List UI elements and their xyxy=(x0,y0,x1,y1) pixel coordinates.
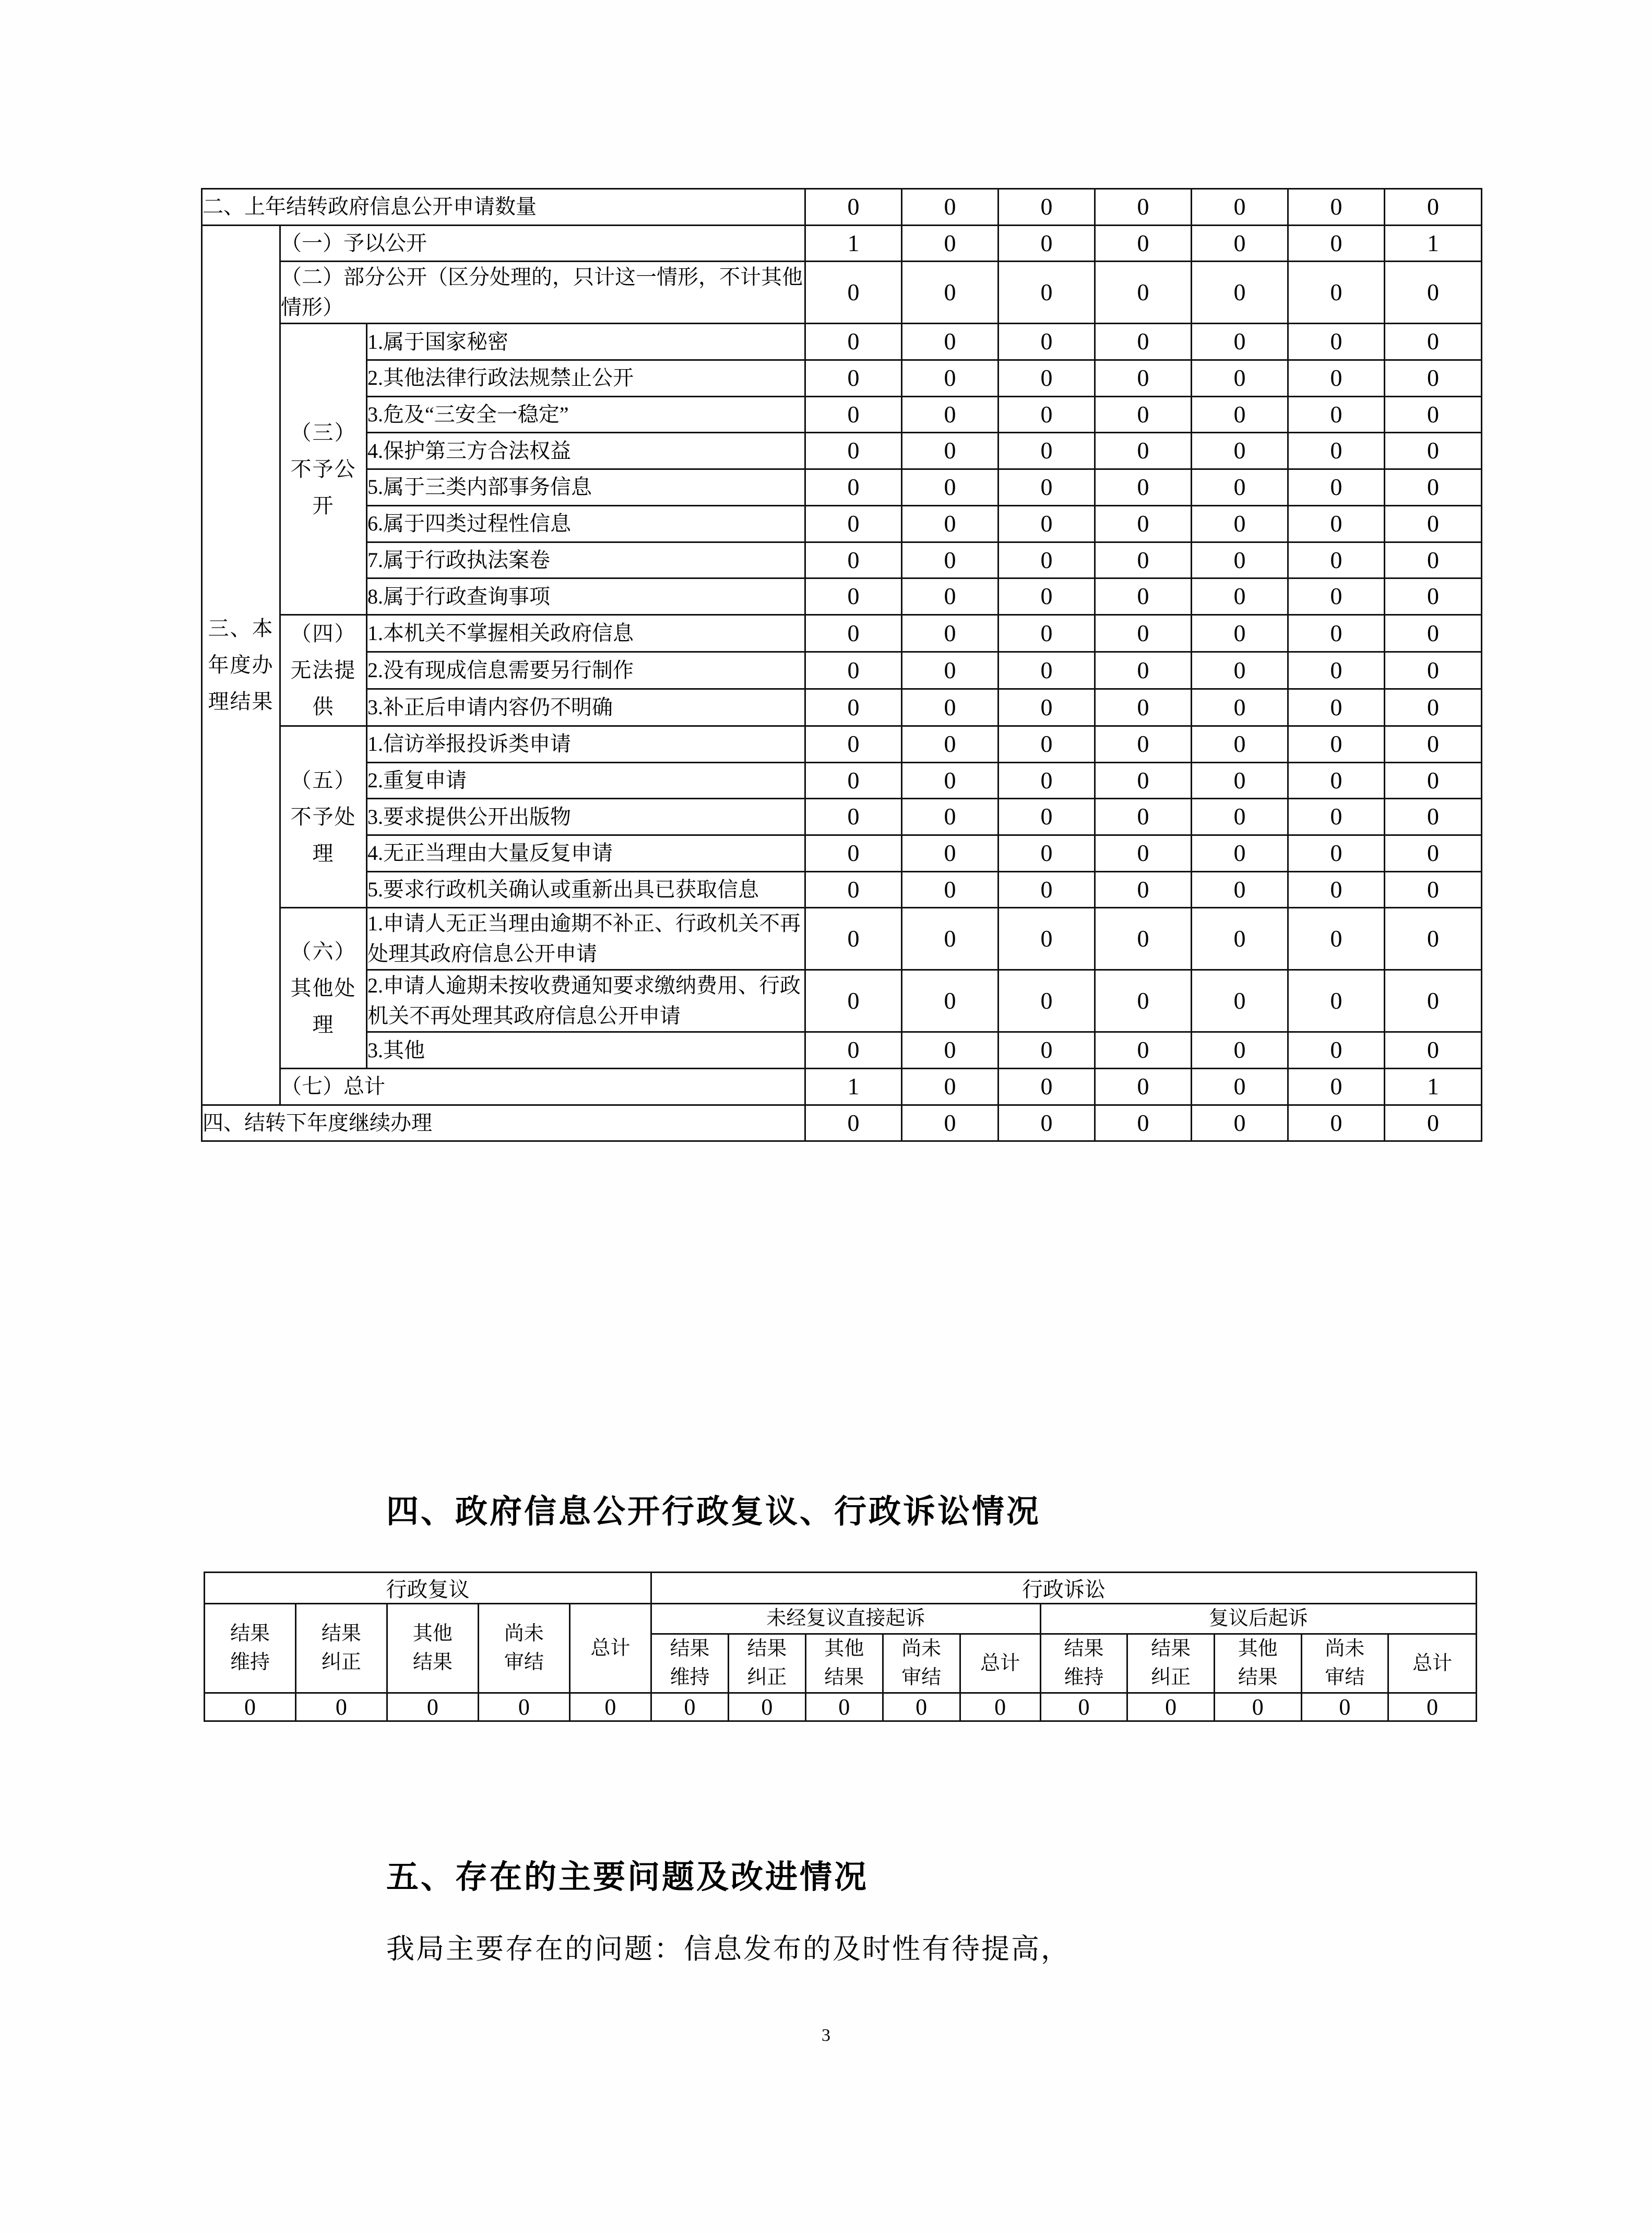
cell-row-disclose-c4: 0 xyxy=(1095,225,1192,262)
cell-row-other-2-c1: 0 xyxy=(805,970,902,1032)
cell-row-notprocess-5-c4: 0 xyxy=(1095,871,1192,908)
category-label-row-nondisclose-1: （三）不予公开 xyxy=(280,324,367,615)
col-head-direct-pending xyxy=(883,1634,960,1693)
cell-row-carryover-prev-c1: 0 xyxy=(805,189,902,226)
col-head-line2: 纠正 xyxy=(1151,1667,1191,1689)
cell-row-notprocess-3-c3: 0 xyxy=(999,799,1095,835)
cell-row-nondisclose-2-c4: 0 xyxy=(1095,360,1192,397)
col-head-line2: 结果 xyxy=(824,1667,864,1689)
col-head-line1: 结果 xyxy=(321,1623,361,1645)
cell-row-nondisclose-6-c1: 0 xyxy=(805,505,902,542)
cell-row-other-2-c4: 0 xyxy=(1095,970,1192,1032)
cell-row-notprocess-4-c7: 0 xyxy=(1385,835,1482,871)
col-head-after-total xyxy=(1388,1634,1477,1693)
table-row xyxy=(202,433,1482,469)
table-row xyxy=(202,762,1482,799)
col-head-line1: 尚未 xyxy=(1325,1638,1365,1660)
cell-row-notprocess-1-c5: 0 xyxy=(1192,726,1288,762)
table-row xyxy=(205,1693,1477,1721)
cell-row-carryover-next-c5: 0 xyxy=(1192,1105,1288,1141)
col-head-review-upheld xyxy=(205,1604,296,1693)
cell-row-carryover-prev-c6: 0 xyxy=(1288,189,1385,226)
cell-row-other-2-c5: 0 xyxy=(1192,970,1288,1032)
cell-row-nondisclose-4-c2: 0 xyxy=(902,433,999,469)
cell-row-nondisclose-1-c5: 0 xyxy=(1192,324,1288,360)
cell-row-nondisclose-7-c1: 0 xyxy=(805,542,902,578)
cell-row-notprocess-1-c1: 0 xyxy=(805,726,902,762)
table-row xyxy=(202,578,1482,615)
cell-row-notprocess-1-c2: 0 xyxy=(902,726,999,762)
cell-row-nondisclose-1-c6: 0 xyxy=(1288,324,1385,360)
cell-row-other-1-c3: 0 xyxy=(999,908,1095,970)
cell-row-notprocess-2-c4: 0 xyxy=(1095,762,1192,799)
cell-row-nondisclose-5-c5: 0 xyxy=(1192,469,1288,506)
cell-row-carryover-prev-c3: 0 xyxy=(999,189,1095,226)
col-head-line1: 其他 xyxy=(1238,1638,1278,1660)
cell-direct-corrected: 0 xyxy=(728,1693,805,1721)
col-head-line2: 纠正 xyxy=(747,1667,787,1689)
col-head-line2: 结果 xyxy=(1238,1667,1278,1689)
row-label-row-other-1: 1.申请人无正当理由逾期不补正、行政机关不再处理其政府信息公开申请 xyxy=(367,908,805,970)
cell-row-carryover-next-c1: 0 xyxy=(805,1105,902,1141)
table-row xyxy=(202,542,1482,578)
cell-row-unable-2-c2: 0 xyxy=(902,652,999,689)
cell-row-partial-c7: 0 xyxy=(1385,262,1482,324)
cell-row-nondisclose-2-c6: 0 xyxy=(1288,360,1385,397)
cell-after-other: 0 xyxy=(1214,1693,1301,1721)
row-label-row-notprocess-5: 5.要求行政机关确认或重新出具已获取信息 xyxy=(367,871,805,908)
cell-row-nondisclose-4-c5: 0 xyxy=(1192,433,1288,469)
cell-review-upheld: 0 xyxy=(205,1693,296,1721)
table-row xyxy=(202,871,1482,908)
col-head-line1: 其他 xyxy=(412,1623,453,1645)
table-row xyxy=(202,396,1482,433)
cell-row-unable-2-c7: 0 xyxy=(1385,652,1482,689)
cell-row-notprocess-3-c5: 0 xyxy=(1192,799,1288,835)
row-label-row-nondisclose-4: 4.保护第三方合法权益 xyxy=(367,433,805,469)
cell-row-unable-3-c3: 0 xyxy=(999,689,1095,726)
cell-row-nondisclose-1-c1: 0 xyxy=(805,324,902,360)
cell-row-nondisclose-3-c2: 0 xyxy=(902,396,999,433)
cell-row-other-3-c5: 0 xyxy=(1192,1032,1288,1069)
col-head-after-pending xyxy=(1301,1634,1388,1693)
cell-row-partial-c6: 0 xyxy=(1288,262,1385,324)
cell-row-nondisclose-3-c7: 0 xyxy=(1385,396,1482,433)
group-label-current-year-results: 三、本年度办理结果 xyxy=(202,225,280,1105)
table2-subgroup-row xyxy=(205,1604,1477,1634)
row-label-row-unable-1: 1.本机关不掌握相关政府信息 xyxy=(367,615,805,652)
cell-row-nondisclose-4-c1: 0 xyxy=(805,433,902,469)
cell-row-total-c3: 0 xyxy=(999,1069,1095,1105)
cell-row-notprocess-3-c1: 0 xyxy=(805,799,902,835)
review-litigation-table-container xyxy=(204,1572,1477,1722)
cell-row-nondisclose-4-c4: 0 xyxy=(1095,433,1192,469)
col-head-line1: 尚未 xyxy=(901,1638,942,1660)
col-head-line2: 结果 xyxy=(412,1651,453,1674)
table-row xyxy=(202,360,1482,397)
table-row xyxy=(202,970,1482,1032)
row-label-row-carryover-prev: 二、上年结转政府信息公开申请数量 xyxy=(202,189,805,226)
section-heading-5: 五、存在的主要问题及改进情况 xyxy=(386,1859,869,1895)
table-row xyxy=(202,225,1482,262)
cell-row-total-c2: 0 xyxy=(902,1069,999,1105)
cell-row-notprocess-3-c2: 0 xyxy=(902,799,999,835)
cell-row-carryover-prev-c7: 0 xyxy=(1385,189,1482,226)
cell-row-nondisclose-6-c4: 0 xyxy=(1095,505,1192,542)
cell-row-partial-c4: 0 xyxy=(1095,262,1192,324)
cell-row-nondisclose-1-c2: 0 xyxy=(902,324,999,360)
cell-row-notprocess-5-c5: 0 xyxy=(1192,871,1288,908)
cell-row-other-1-c7: 0 xyxy=(1385,908,1482,970)
cell-row-nondisclose-6-c5: 0 xyxy=(1192,505,1288,542)
row-label-row-nondisclose-2: 2.其他法律行政法规禁止公开 xyxy=(367,360,805,397)
cell-row-notprocess-2-c3: 0 xyxy=(999,762,1095,799)
cell-row-nondisclose-7-c7: 0 xyxy=(1385,542,1482,578)
cell-row-other-2-c7: 0 xyxy=(1385,970,1482,1032)
cell-row-nondisclose-8-c2: 0 xyxy=(902,578,999,615)
table-row xyxy=(202,262,1482,324)
row-label-row-total: （七）总计 xyxy=(280,1069,805,1105)
cell-row-nondisclose-8-c6: 0 xyxy=(1288,578,1385,615)
col-head-direct-other xyxy=(805,1634,883,1693)
cell-row-notprocess-1-c4: 0 xyxy=(1095,726,1192,762)
cell-row-nondisclose-7-c5: 0 xyxy=(1192,542,1288,578)
cell-row-nondisclose-1-c4: 0 xyxy=(1095,324,1192,360)
cell-row-notprocess-2-c5: 0 xyxy=(1192,762,1288,799)
cell-row-nondisclose-6-c3: 0 xyxy=(999,505,1095,542)
table-row xyxy=(202,908,1482,970)
table-row xyxy=(202,189,1482,226)
cell-after-corrected: 0 xyxy=(1127,1693,1215,1721)
cell-row-unable-2-c6: 0 xyxy=(1288,652,1385,689)
cell-row-total-c4: 0 xyxy=(1095,1069,1192,1105)
cell-row-unable-1-c5: 0 xyxy=(1192,615,1288,652)
cell-row-notprocess-4-c1: 0 xyxy=(805,835,902,871)
cell-row-nondisclose-3-c1: 0 xyxy=(805,396,902,433)
cell-row-carryover-prev-c2: 0 xyxy=(902,189,999,226)
cell-row-notprocess-1-c7: 0 xyxy=(1385,726,1482,762)
cell-row-nondisclose-8-c1: 0 xyxy=(805,578,902,615)
cell-row-notprocess-2-c6: 0 xyxy=(1288,762,1385,799)
cell-row-notprocess-3-c4: 0 xyxy=(1095,799,1192,835)
row-label-row-other-2: 2.申请人逾期未按收费通知要求缴纳费用、行政机关不再处理其政府信息公开申请 xyxy=(367,970,805,1032)
cell-row-carryover-prev-c4: 0 xyxy=(1095,189,1192,226)
cell-row-nondisclose-3-c4: 0 xyxy=(1095,396,1192,433)
table2-group-row xyxy=(205,1573,1477,1604)
table-row xyxy=(202,615,1482,652)
col-head-line1: 结果 xyxy=(747,1638,787,1660)
cell-row-nondisclose-5-c2: 0 xyxy=(902,469,999,506)
cell-row-unable-3-c7: 0 xyxy=(1385,689,1482,726)
cell-row-nondisclose-4-c6: 0 xyxy=(1288,433,1385,469)
cell-row-other-1-c5: 0 xyxy=(1192,908,1288,970)
cell-row-nondisclose-2-c1: 0 xyxy=(805,360,902,397)
cell-row-unable-1-c2: 0 xyxy=(902,615,999,652)
cell-row-carryover-next-c2: 0 xyxy=(902,1105,999,1141)
table-row xyxy=(202,799,1482,835)
cell-review-total: 0 xyxy=(569,1693,651,1721)
col-head-line1: 结果 xyxy=(1064,1638,1104,1660)
subgroup-header-after-review: 复议后起诉 xyxy=(1040,1604,1476,1634)
cell-row-other-2-c6: 0 xyxy=(1288,970,1385,1032)
cell-review-corrected: 0 xyxy=(295,1693,387,1721)
cell-row-nondisclose-7-c6: 0 xyxy=(1288,542,1385,578)
cell-row-total-c6: 0 xyxy=(1288,1069,1385,1105)
col-head-after-corrected xyxy=(1127,1634,1215,1693)
cell-direct-other: 0 xyxy=(805,1693,883,1721)
table-row xyxy=(202,726,1482,762)
cell-row-unable-1-c4: 0 xyxy=(1095,615,1192,652)
col-head-line1: 其他 xyxy=(824,1638,864,1660)
col-head-line1: 总计 xyxy=(590,1637,631,1659)
cell-row-nondisclose-5-c1: 0 xyxy=(805,469,902,506)
cell-direct-total: 0 xyxy=(960,1693,1040,1721)
row-label-row-nondisclose-8: 8.属于行政查询事项 xyxy=(367,578,805,615)
row-label-row-notprocess-4: 4.无正当理由大量反复申请 xyxy=(367,835,805,871)
table-row xyxy=(202,1069,1482,1105)
cell-review-pending: 0 xyxy=(478,1693,569,1721)
col-head-line2: 审结 xyxy=(901,1667,942,1689)
cell-row-other-1-c4: 0 xyxy=(1095,908,1192,970)
cell-row-unable-2-c1: 0 xyxy=(805,652,902,689)
cell-after-upheld: 0 xyxy=(1040,1693,1127,1721)
table-row xyxy=(202,505,1482,542)
col-head-after-upheld xyxy=(1040,1634,1127,1693)
cell-row-disclose-c2: 0 xyxy=(902,225,999,262)
cell-row-nondisclose-7-c2: 0 xyxy=(902,542,999,578)
cell-row-partial-c2: 0 xyxy=(902,262,999,324)
table-row xyxy=(202,689,1482,726)
cell-row-disclose-c6: 0 xyxy=(1288,225,1385,262)
cell-row-notprocess-2-c1: 0 xyxy=(805,762,902,799)
col-head-direct-total xyxy=(960,1634,1040,1693)
col-head-after-other xyxy=(1214,1634,1301,1693)
cell-row-partial-c3: 0 xyxy=(999,262,1095,324)
table-row xyxy=(202,835,1482,871)
cell-row-total-c1: 1 xyxy=(805,1069,902,1105)
cell-row-nondisclose-2-c7: 0 xyxy=(1385,360,1482,397)
cell-row-nondisclose-8-c4: 0 xyxy=(1095,578,1192,615)
cell-row-nondisclose-4-c7: 0 xyxy=(1385,433,1482,469)
cell-row-other-3-c1: 0 xyxy=(805,1032,902,1069)
col-head-review-pending xyxy=(478,1604,569,1693)
cell-row-nondisclose-6-c7: 0 xyxy=(1385,505,1482,542)
row-label-row-nondisclose-1: 1.属于国家秘密 xyxy=(367,324,805,360)
cell-row-nondisclose-7-c3: 0 xyxy=(999,542,1095,578)
cell-row-nondisclose-8-c5: 0 xyxy=(1192,578,1288,615)
cell-row-notprocess-5-c6: 0 xyxy=(1288,871,1385,908)
row-label-row-unable-3: 3.补正后申请内容仍不明确 xyxy=(367,689,805,726)
cell-row-nondisclose-6-c6: 0 xyxy=(1288,505,1385,542)
col-head-line1: 尚未 xyxy=(504,1623,544,1645)
application-results-table xyxy=(201,188,1482,1142)
cell-row-nondisclose-3-c3: 0 xyxy=(999,396,1095,433)
col-head-line2: 维持 xyxy=(1064,1667,1104,1689)
cell-row-total-c7: 1 xyxy=(1385,1069,1482,1105)
cell-row-nondisclose-8-c3: 0 xyxy=(999,578,1095,615)
cell-row-nondisclose-5-c7: 0 xyxy=(1385,469,1482,506)
cell-row-nondisclose-2-c5: 0 xyxy=(1192,360,1288,397)
col-head-line2: 维持 xyxy=(670,1667,710,1689)
row-label-row-nondisclose-3: 3.危及“三安全一稳定” xyxy=(367,396,805,433)
cell-row-disclose-c7: 1 xyxy=(1385,225,1482,262)
col-head-review-total xyxy=(569,1604,651,1693)
col-head-line2: 审结 xyxy=(504,1651,544,1674)
cell-row-notprocess-2-c7: 0 xyxy=(1385,762,1482,799)
cell-row-notprocess-1-c3: 0 xyxy=(999,726,1095,762)
cell-row-notprocess-4-c6: 0 xyxy=(1288,835,1385,871)
cell-row-notprocess-2-c2: 0 xyxy=(902,762,999,799)
application-results-table-container xyxy=(201,188,1482,1142)
cell-row-carryover-prev-c5: 0 xyxy=(1192,189,1288,226)
row-label-row-nondisclose-6: 6.属于四类过程性信息 xyxy=(367,505,805,542)
col-head-line2: 审结 xyxy=(1325,1667,1365,1689)
cell-row-partial-c5: 0 xyxy=(1192,262,1288,324)
cell-row-unable-3-c4: 0 xyxy=(1095,689,1192,726)
col-head-review-other xyxy=(387,1604,478,1693)
cell-row-other-3-c3: 0 xyxy=(999,1032,1095,1069)
section5-paragraph: 我局主要存在的问题：信息发布的及时性有待提高， xyxy=(386,1933,1071,1965)
cell-row-unable-1-c7: 0 xyxy=(1385,615,1482,652)
table-row xyxy=(202,469,1482,506)
cell-row-carryover-next-c4: 0 xyxy=(1095,1105,1192,1141)
cell-row-unable-2-c4: 0 xyxy=(1095,652,1192,689)
cell-row-notprocess-5-c7: 0 xyxy=(1385,871,1482,908)
cell-row-notprocess-1-c6: 0 xyxy=(1288,726,1385,762)
cell-row-partial-c1: 0 xyxy=(805,262,902,324)
cell-row-nondisclose-1-c3: 0 xyxy=(999,324,1095,360)
cell-row-nondisclose-1-c7: 0 xyxy=(1385,324,1482,360)
cell-row-nondisclose-5-c4: 0 xyxy=(1095,469,1192,506)
cell-row-other-2-c3: 0 xyxy=(999,970,1095,1032)
cell-row-unable-3-c6: 0 xyxy=(1288,689,1385,726)
col-head-line1: 结果 xyxy=(230,1623,270,1645)
cell-row-notprocess-4-c5: 0 xyxy=(1192,835,1288,871)
cell-row-unable-1-c1: 0 xyxy=(805,615,902,652)
row-label-row-notprocess-1: 1.信访举报投诉类申请 xyxy=(367,726,805,762)
cell-row-other-1-c2: 0 xyxy=(902,908,999,970)
category-label-row-other-1: （六）其他处理 xyxy=(280,908,367,1069)
col-head-line2: 维持 xyxy=(230,1651,270,1674)
cell-row-unable-1-c6: 0 xyxy=(1288,615,1385,652)
row-label-row-other-3: 3.其他 xyxy=(367,1032,805,1069)
cell-row-notprocess-3-c6: 0 xyxy=(1288,799,1385,835)
cell-row-disclose-c1: 1 xyxy=(805,225,902,262)
cell-row-nondisclose-2-c3: 0 xyxy=(999,360,1095,397)
review-litigation-table xyxy=(204,1572,1477,1722)
cell-row-carryover-next-c3: 0 xyxy=(999,1105,1095,1141)
col-head-line1: 结果 xyxy=(1151,1638,1191,1660)
cell-row-nondisclose-8-c7: 0 xyxy=(1385,578,1482,615)
section-heading-4: 四、政府信息公开行政复议、行政诉讼情况 xyxy=(386,1494,1041,1530)
table-row xyxy=(202,1105,1482,1141)
cell-row-carryover-next-c7: 0 xyxy=(1385,1105,1482,1141)
cell-direct-upheld: 0 xyxy=(651,1693,729,1721)
col-head-line2: 纠正 xyxy=(321,1651,361,1674)
cell-row-other-3-c2: 0 xyxy=(902,1032,999,1069)
cell-row-unable-3-c2: 0 xyxy=(902,689,999,726)
table-row xyxy=(202,324,1482,360)
col-head-line1: 总计 xyxy=(1412,1652,1453,1674)
cell-row-nondisclose-3-c5: 0 xyxy=(1192,396,1288,433)
row-label-row-partial: （二）部分公开（区分处理的，只计这一情形，不计其他情形） xyxy=(280,262,805,324)
subgroup-header-direct: 未经复议直接起诉 xyxy=(651,1604,1041,1634)
cell-row-nondisclose-5-c3: 0 xyxy=(999,469,1095,506)
row-label-row-unable-2: 2.没有现成信息需要另行制作 xyxy=(367,652,805,689)
cell-row-notprocess-4-c2: 0 xyxy=(902,835,999,871)
col-head-line1: 结果 xyxy=(670,1638,710,1660)
group-header-review: 行政复议 xyxy=(205,1573,651,1604)
cell-row-notprocess-5-c3: 0 xyxy=(999,871,1095,908)
category-label-row-notprocess-1: （五）不予处理 xyxy=(280,726,367,907)
cell-row-other-3-c4: 0 xyxy=(1095,1032,1192,1069)
col-head-direct-upheld xyxy=(651,1634,729,1693)
cell-row-other-3-c7: 0 xyxy=(1385,1032,1482,1069)
cell-direct-pending: 0 xyxy=(883,1693,960,1721)
cell-row-other-3-c6: 0 xyxy=(1288,1032,1385,1069)
cell-row-nondisclose-5-c6: 0 xyxy=(1288,469,1385,506)
cell-row-total-c5: 0 xyxy=(1192,1069,1288,1105)
cell-row-nondisclose-3-c6: 0 xyxy=(1288,396,1385,433)
cell-row-nondisclose-4-c3: 0 xyxy=(999,433,1095,469)
row-label-row-notprocess-2: 2.重复申请 xyxy=(367,762,805,799)
cell-row-unable-3-c1: 0 xyxy=(805,689,902,726)
col-head-review-corrected xyxy=(295,1604,387,1693)
cell-row-notprocess-3-c7: 0 xyxy=(1385,799,1482,835)
cell-after-pending: 0 xyxy=(1301,1693,1388,1721)
cell-row-unable-3-c5: 0 xyxy=(1192,689,1288,726)
cell-row-nondisclose-6-c2: 0 xyxy=(902,505,999,542)
row-label-row-nondisclose-5: 5.属于三类内部事务信息 xyxy=(367,469,805,506)
cell-row-nondisclose-7-c4: 0 xyxy=(1095,542,1192,578)
cell-row-unable-1-c3: 0 xyxy=(999,615,1095,652)
row-label-row-notprocess-3: 3.要求提供公开出版物 xyxy=(367,799,805,835)
cell-row-disclose-c5: 0 xyxy=(1192,225,1288,262)
cell-after-total: 0 xyxy=(1388,1693,1477,1721)
row-label-row-carryover-next: 四、结转下年度继续办理 xyxy=(202,1105,805,1141)
cell-row-other-2-c2: 0 xyxy=(902,970,999,1032)
cell-review-other: 0 xyxy=(387,1693,478,1721)
col-head-direct-corrected xyxy=(728,1634,805,1693)
row-label-row-nondisclose-7: 7.属于行政执法案卷 xyxy=(367,542,805,578)
category-label-row-unable-1: （四）无法提供 xyxy=(280,615,367,726)
cell-row-disclose-c3: 0 xyxy=(999,225,1095,262)
cell-row-notprocess-4-c3: 0 xyxy=(999,835,1095,871)
cell-row-unable-2-c5: 0 xyxy=(1192,652,1288,689)
group-header-litigation: 行政诉讼 xyxy=(651,1573,1477,1604)
cell-row-carryover-next-c6: 0 xyxy=(1288,1105,1385,1141)
col-head-line1: 总计 xyxy=(980,1652,1020,1674)
cell-row-other-1-c6: 0 xyxy=(1288,908,1385,970)
table-row xyxy=(202,652,1482,689)
cell-row-notprocess-4-c4: 0 xyxy=(1095,835,1192,871)
cell-row-nondisclose-2-c2: 0 xyxy=(902,360,999,397)
cell-row-other-1-c1: 0 xyxy=(805,908,902,970)
row-label-row-disclose: （一）予以公开 xyxy=(280,225,805,262)
page-number: 3 xyxy=(822,2026,830,2045)
cell-row-notprocess-5-c2: 0 xyxy=(902,871,999,908)
table-row xyxy=(202,1032,1482,1069)
cell-row-notprocess-5-c1: 0 xyxy=(805,871,902,908)
cell-row-unable-2-c3: 0 xyxy=(999,652,1095,689)
